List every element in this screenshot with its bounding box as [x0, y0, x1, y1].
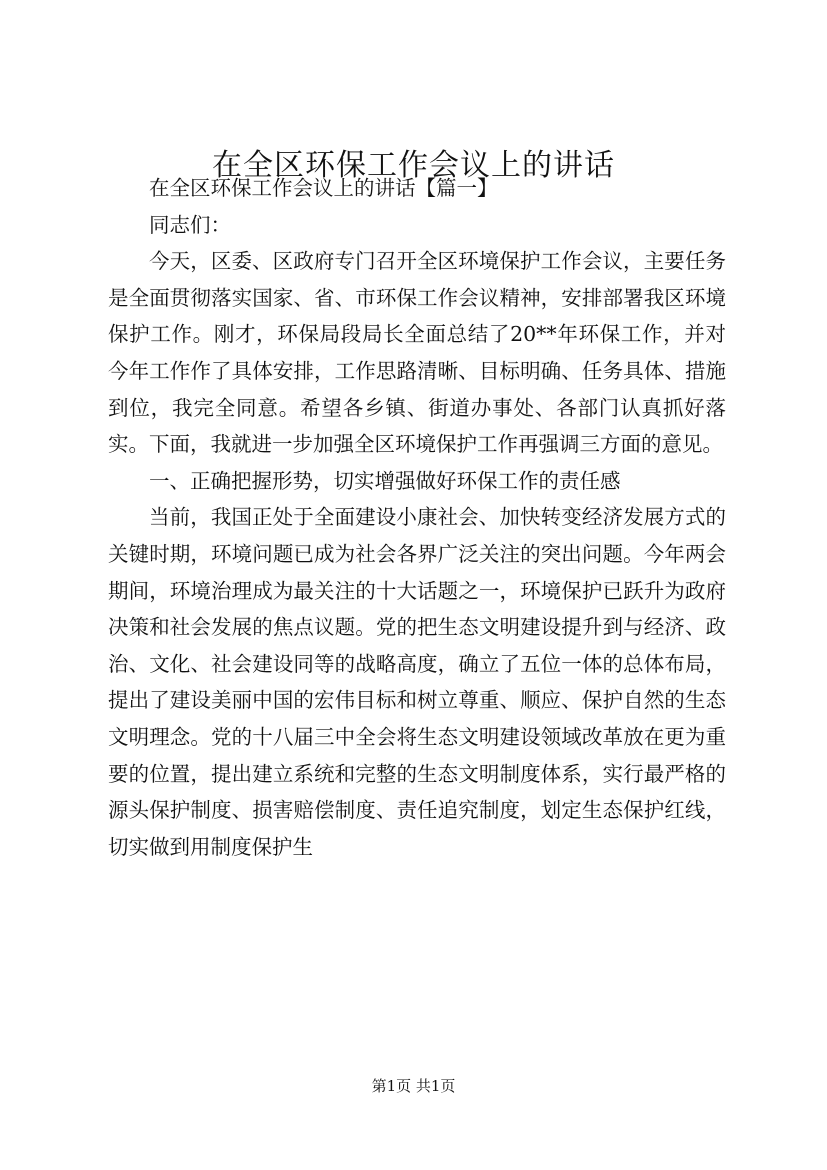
document-title: 在全区环保工作会议上的讲话	[212, 148, 615, 183]
document-body	[108, 170, 726, 865]
body-paragraph: 今天，区委、区政府专门召开全区环境保护工作会议，主要任务是全面贯彻落实国家、省、市环保工作会议精神，安排部署我区环境保护工作。刚才，环保局段局长全面总结了20**年环保工作，并对今年工作作了具体安排，工作思路清晰、目标明确、任务具体、措施到位，我完全同意。希望各乡镇、街道办事处、各部门认真抓好落实。下面，我就进一步加强全区环境保护工作再强调三方面的意见。	[108, 249, 726, 457]
salutation: 同志们：	[149, 212, 231, 237]
subsection-heading: 一、正确把握形势，切实增强做好环保工作的责任感	[149, 468, 621, 493]
page-footer: 第1页 共1页	[371, 1077, 456, 1095]
section-heading: 在全区环保工作会议上的讲话【篇一】	[149, 176, 498, 200]
body-paragraph: 当前，我国正处于全面建设小康社会、加快转变经济发展方式的关键时期，环境问题已成为社会各界广泛关注的突出问题。今年两会期间，环境治理成为最关注的十大话题之一，环境保护已跃升为政府决策和社会发展的焦点议题。党的把生态文明建设提升到与经济、政治、文化、社会建设同等的战略高度，确立了五位一体的总体布局，提出了建设美丽中国的宏伟目标和树立尊重、顺应、保护自然的生态文明理念。党的十八届三中全会将生态文明建设领域改革放在更为重要的位置，提出建立系统和完整的生态文明制度体系，实行最严格的源头保护制度、损害赔偿制度、责任追究制度，划定生态保护红线，切实做到用制度保护生	[108, 505, 726, 859]
